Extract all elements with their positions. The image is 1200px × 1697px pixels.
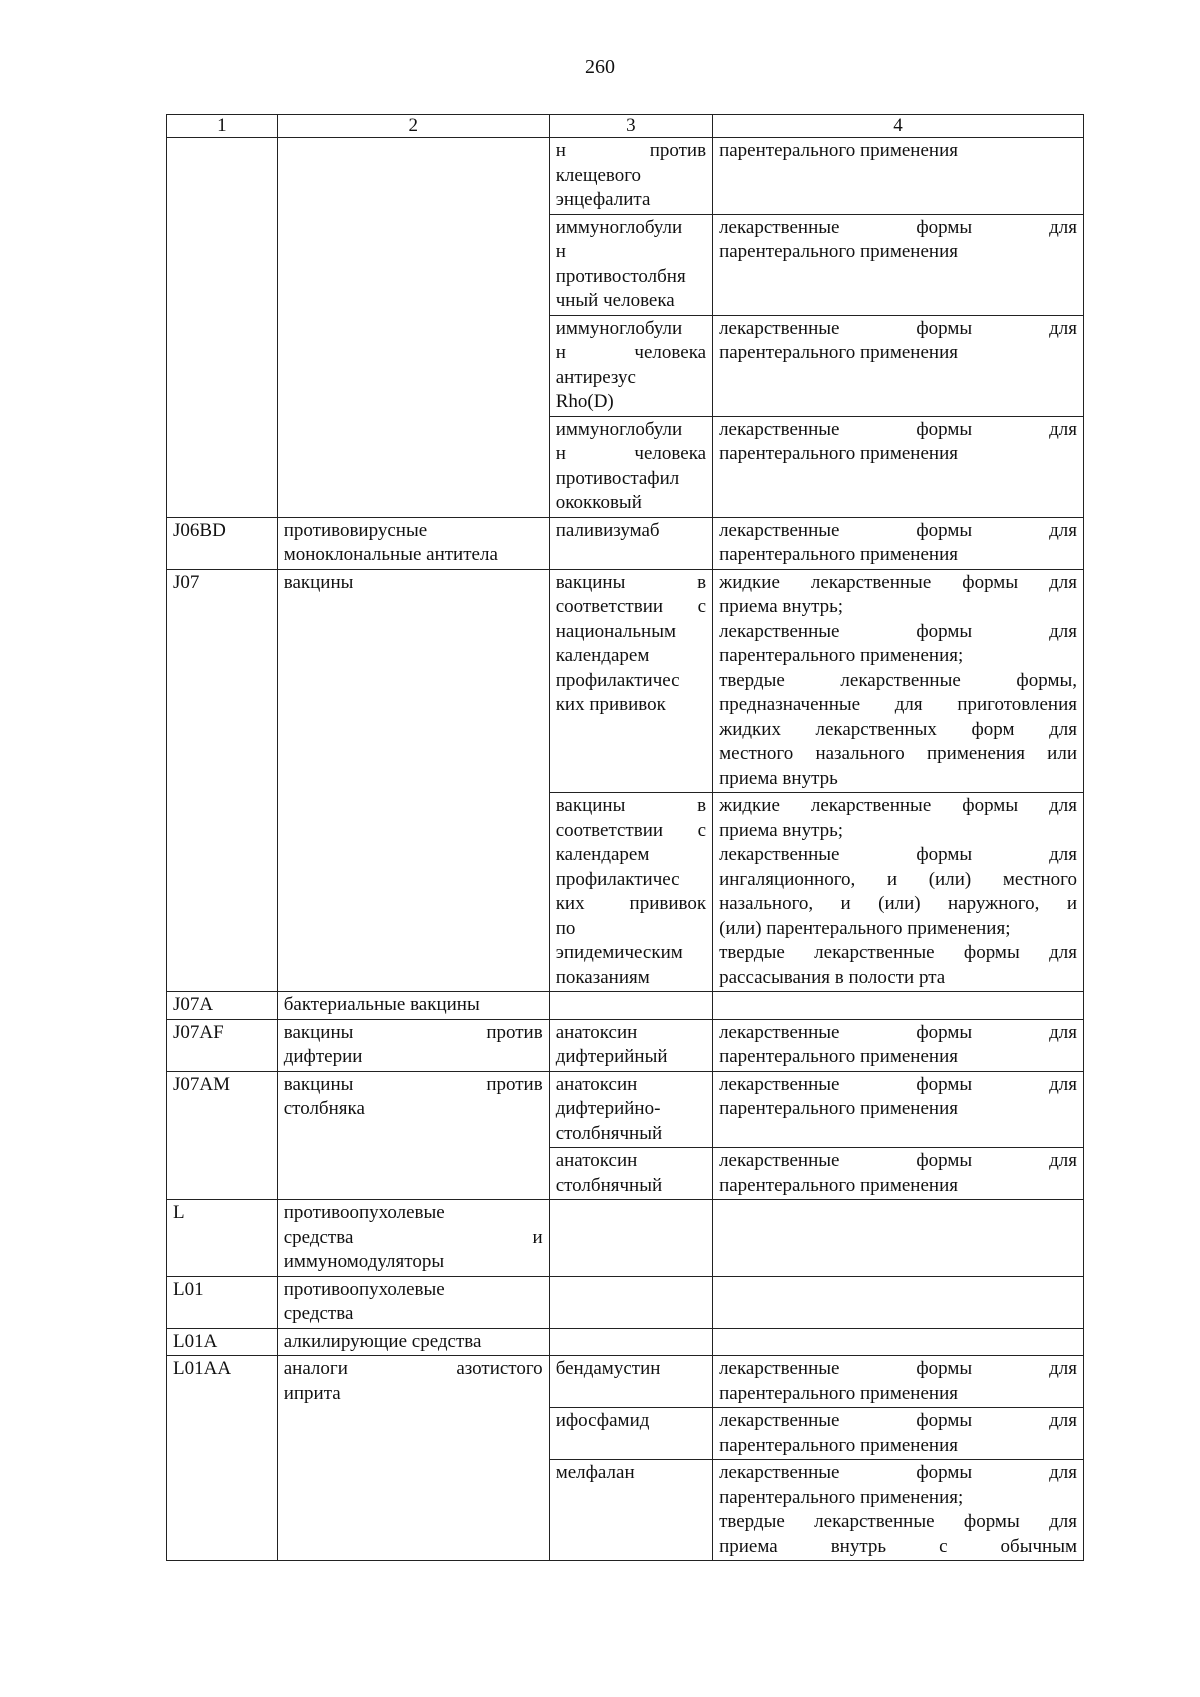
column-number: 1 [167,115,278,138]
cell-line: (или) парентерального применения; [719,917,1011,939]
page-number: 260 [585,56,615,78]
cell-line: лекарственные формы для [719,1462,1077,1483]
cell-line: соответствии с [555,819,707,841]
drug-name-cell [549,416,712,517]
drug-name-cell [549,992,712,1020]
atc-code-cell [167,1276,278,1328]
drug-name-cell [549,1276,712,1328]
dosage-form-cell [713,1356,1084,1408]
cell-line: лекарственные формы для [719,1150,1077,1171]
cell-line: по [555,917,576,939]
dosage-form-cell [713,214,1084,315]
cell-line: жидких лекарственных форм для [719,718,1077,740]
drug-name-cell [549,214,712,315]
cell-line: лекарственные формы для [719,519,1077,541]
atc-code-cell [167,1356,278,1561]
cell-line: приема внутрь с обычным [719,1535,1077,1557]
atc-code: J07 [173,571,200,593]
drug-name-cell [549,569,712,793]
group-name-cell [277,517,549,569]
table-row [167,569,1084,793]
dosage-form-cell [713,569,1084,793]
cell-line: ингаляционного, и (или) местного [719,868,1077,890]
table-row [167,992,1084,1020]
cell-line: лекарственные формы для [719,1021,1077,1043]
cell-line: столбнячный [555,1122,663,1144]
cell-line: средства [283,1303,354,1324]
cell-line: паливизумаб [555,519,660,541]
cell-line: профилактичес [555,868,680,890]
cell-line: твердые лекарственные формы, [719,669,1077,691]
atc-code: J07A [173,994,214,1015]
dosage-form-cell [713,1200,1084,1277]
table-row [167,1200,1084,1277]
drug-name-cell [549,1356,712,1408]
column-number: 4 [713,115,1084,138]
drug-name-cell [549,1460,712,1561]
cell-line: вакцины против [283,1021,543,1043]
cell-line: дифтерийно- [555,1098,661,1119]
cell-line: противостафил [555,467,680,489]
atc-code-cell [167,992,278,1020]
dosage-form-cell [713,1460,1084,1561]
drug-name-cell [549,315,712,416]
cell-line: н человека [555,443,707,464]
cell-line: дифтерии [283,1046,363,1067]
cell-line: лекарственные формы для [719,317,1077,339]
atc-code-cell [167,138,278,518]
cell-line: иммуномодуляторы [283,1251,445,1272]
dosage-form-cell [713,517,1084,569]
cell-line: парентерального применения [719,1098,958,1119]
atc-code-cell [167,517,278,569]
cell-line: лекарственные формы для [719,418,1077,440]
cell-line: вакцины против [283,1073,543,1095]
cell-line: чный человека [555,290,675,311]
cell-line: лекарственные формы для [719,620,1077,642]
table-row [167,517,1084,569]
cell-line: лекарственные формы для [719,844,1077,865]
cell-line: жидкие лекарственные формы для [719,571,1077,593]
cell-line: национальным [555,620,676,642]
group-name-cell [277,1328,549,1356]
cell-line: антирезус [555,366,636,388]
cell-line: ких прививок [555,893,707,914]
group-name-cell [277,1019,549,1071]
cell-line: противостолбня [555,265,686,287]
column-number: 3 [549,115,712,138]
cell-line: ифосфамид [555,1410,650,1431]
cell-line: профилактичес [555,669,680,691]
group-name-cell [277,1200,549,1277]
cell-line: Rho(D) [555,391,614,412]
drug-name-cell [549,138,712,215]
group-name-cell [277,992,549,1020]
cell-line: парентерального применения; [719,645,964,666]
cell-line: алкилирующие средства [283,1330,482,1352]
cell-line: предназначенные для приготовления [719,694,1077,715]
cell-line: лекарственные формы для [719,1073,1077,1095]
dosage-form-cell [713,138,1084,215]
cell-line: ококковый [555,492,642,513]
atc-code: L01 [173,1278,204,1300]
dosage-form-cell [713,1071,1084,1148]
dosage-form-cell [713,1019,1084,1071]
atc-code-cell [167,1328,278,1356]
atc-code: J06BD [173,519,226,541]
cell-line: твердые лекарственные формы для [719,1511,1077,1532]
cell-line: анатоксин [555,1073,638,1095]
cell-line: противоопухолевые [283,1202,445,1223]
cell-line: парентерального применения [719,241,958,262]
cell-line: столбнячный [555,1174,663,1196]
cell-line: вакцины [283,571,354,593]
atc-code-cell [167,1071,278,1200]
cell-line: иммуноглобули [555,317,683,339]
cell-line: назального, и (или) наружного, и [719,893,1077,914]
cell-line: дифтерийный [555,1046,668,1067]
drug-name-cell [549,793,712,992]
atc-code-cell [167,569,278,992]
drug-name-cell [549,517,712,569]
atc-code: J07AM [173,1073,231,1095]
drug-name-cell [549,1019,712,1071]
group-name-cell [277,1071,549,1200]
cell-line: жидкие лекарственные формы для [719,795,1077,816]
table-row [167,138,1084,215]
atc-code: L01AA [173,1358,232,1379]
drug-name-cell [549,1200,712,1277]
cell-line: иммуноглобули [555,216,683,238]
table-body [167,138,1084,1561]
cell-line: иприта [283,1382,341,1404]
cell-line: показаниям [555,966,650,988]
cell-line: парентерального применения [719,1382,958,1404]
cell-line: соответствии с [555,596,707,617]
cell-line: анатоксин [555,1021,638,1043]
dosage-form-cell [713,315,1084,416]
group-name-cell [277,569,549,992]
cell-line: рассасывания в полости рта [719,966,946,988]
cell-line: парентерального применения; [719,1486,964,1508]
cell-line: энцефалита [555,189,651,210]
cell-line: местного назального применения или [719,743,1077,764]
cell-line: н против [555,140,707,161]
cell-line: парентерального применения [719,342,958,363]
cell-line: парентерального применения [719,1046,958,1067]
cell-line: вакцины в [555,571,707,593]
cell-line: приема внутрь [719,767,838,789]
drug-name-cell [549,1071,712,1148]
cell-line: календарем [555,844,650,865]
cell-line: средства и [283,1226,543,1248]
dosage-form-cell [713,1276,1084,1328]
table-row [167,1356,1084,1408]
dosage-form-cell [713,793,1084,992]
cell-line: противовирусные [283,519,428,541]
dosage-form-cell [713,1328,1084,1356]
cell-line: противоопухолевые [283,1278,445,1300]
cell-line: столбняка [283,1098,365,1119]
cell-line: лекарственные формы для [719,1358,1077,1379]
column-number: 2 [277,115,549,138]
table-row [167,1071,1084,1148]
dosage-form-cell [713,1148,1084,1200]
drug-name-cell [549,1148,712,1200]
cell-line: моноклональные антитела [283,544,498,565]
group-name-cell [277,1356,549,1561]
cell-line: бактериальные вакцины [283,994,480,1015]
cell-line: парентерального применения [719,443,958,464]
group-name-cell [277,1276,549,1328]
cell-line: твердые лекарственные формы для [719,942,1077,963]
group-name-cell [277,138,549,518]
cell-line: клещевого [555,164,642,186]
atc-code: J07AF [173,1021,224,1043]
cell-line: парентерального применения [719,544,958,565]
table-row [167,1019,1084,1071]
cell-line: н человека [555,342,707,363]
cell-line: эпидемическим [555,942,683,963]
table-row [167,1328,1084,1356]
cell-line: анатоксин [555,1150,638,1171]
atc-code-cell [167,1019,278,1071]
cell-line: парентерального применения [719,140,958,161]
cell-line: мелфалан [555,1462,635,1483]
dosage-form-cell [713,416,1084,517]
cell-line: лекарственные формы для [719,216,1077,238]
atc-code: L [173,1202,185,1223]
cell-line: приема внутрь; [719,596,844,617]
dosage-form-cell [713,992,1084,1020]
cell-line: парентерального применения [719,1434,958,1456]
drug-name-cell [549,1328,712,1356]
drug-classification-table [166,114,1084,1561]
table-row [167,1276,1084,1328]
atc-code-cell [167,1200,278,1277]
cell-line: бендамустин [555,1358,661,1379]
atc-code: L01A [173,1330,218,1352]
cell-line: аналоги азотистого [283,1358,543,1379]
cell-line: парентерального применения [719,1174,958,1196]
cell-line: н [555,241,566,262]
cell-line: иммуноглобули [555,418,683,440]
cell-line: ких прививок [555,694,666,715]
cell-line: вакцины в [555,795,707,816]
drug-name-cell [549,1408,712,1460]
cell-line: календарем [555,645,650,666]
cell-line: приема внутрь; [719,819,844,841]
dosage-form-cell [713,1408,1084,1460]
cell-line: лекарственные формы для [719,1410,1077,1431]
column-number-row [167,115,1084,138]
